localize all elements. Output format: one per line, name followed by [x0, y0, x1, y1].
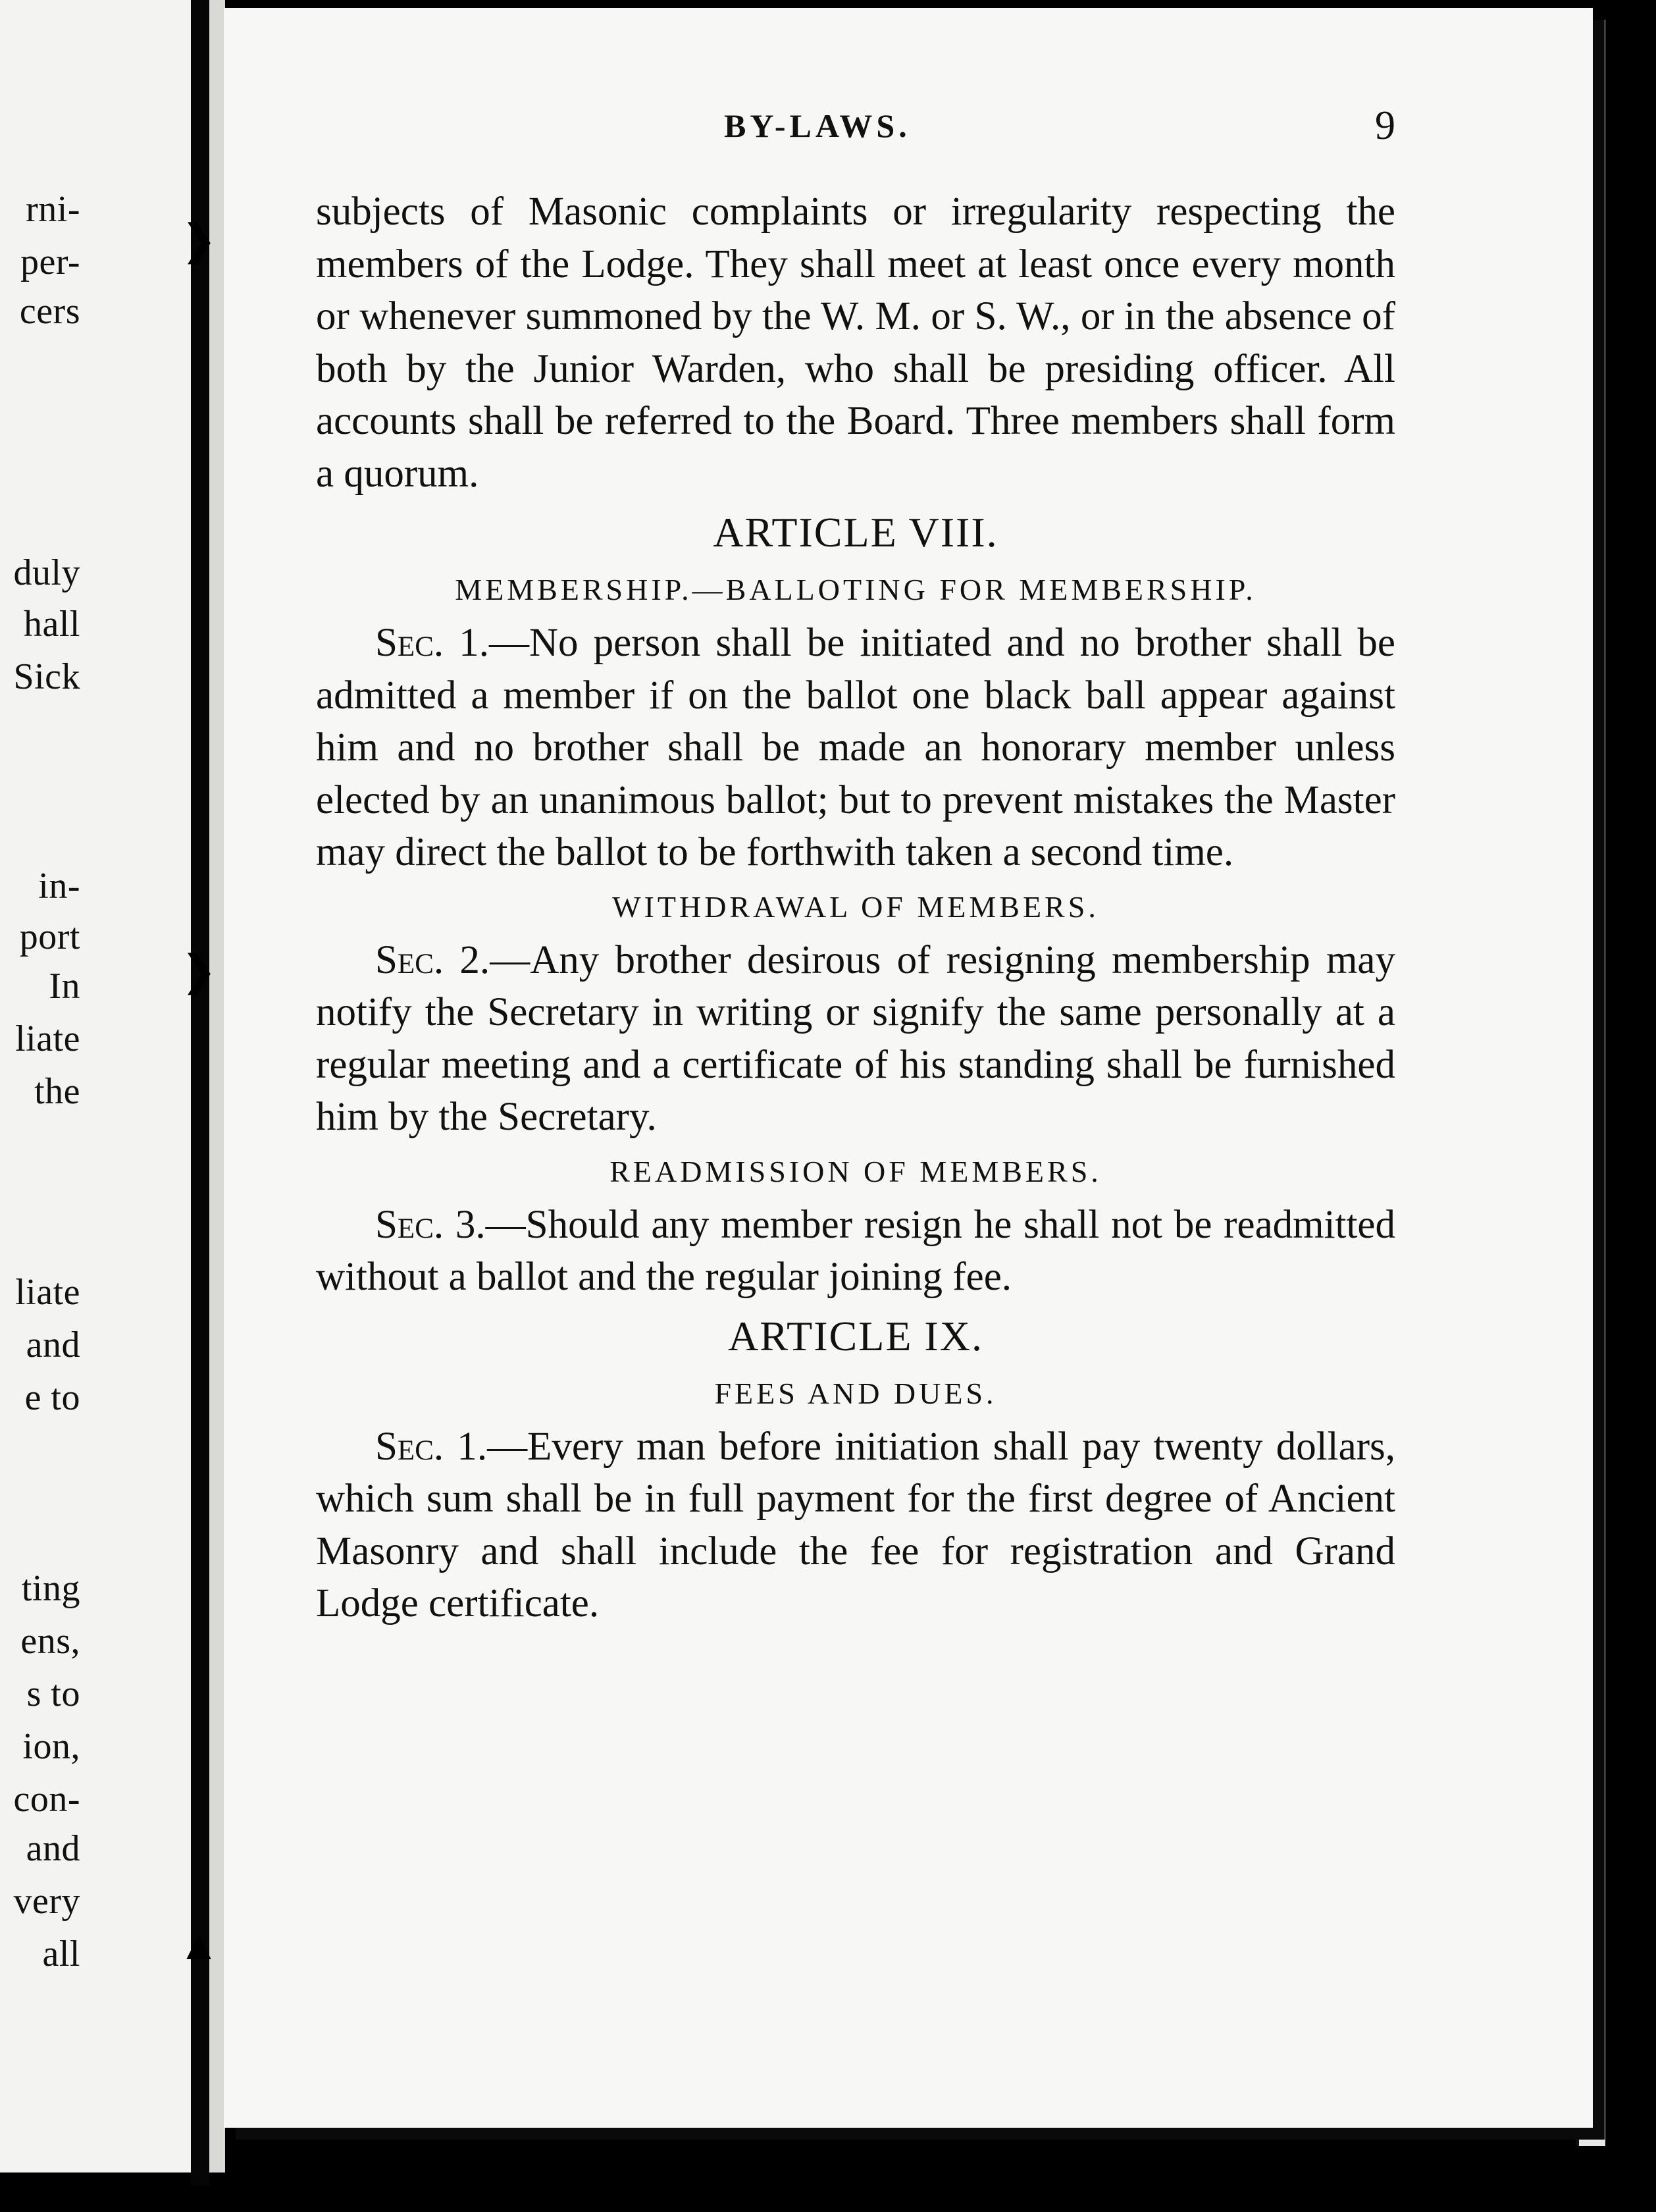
section-heading: MEMBERSHIP.—BALLOTING FOR MEMBERSHIP.: [455, 573, 1256, 606]
section-text: —Should any member resign he shall not be readmitted without a ballot and the regular joining fee.: [316, 1202, 1396, 1299]
section-label: Sec. 3.: [375, 1202, 486, 1247]
page-gutter: [209, 0, 225, 2172]
section-text: —No person shall be initiated and no brother shall be admitted a member if on the ballot one black ball appear against him and no brother shall be made an honorary member unless elected by an unanimous ballot; but to prevent mistakes the Master may direct the ballot to be forthwith taken a second time.: [316, 621, 1395, 874]
running-title: BY-LAWS.: [724, 107, 911, 144]
article-heading: ARTICLE VIII.: [713, 509, 998, 556]
section-label: Sec. 1.: [375, 1424, 488, 1469]
left-fragment: e to: [24, 1377, 80, 1418]
document-page: [224, 8, 1593, 2128]
left-fragment: liate: [15, 1018, 80, 1059]
left-fragment: hall: [24, 604, 80, 645]
left-fragment: ting: [21, 1568, 80, 1609]
left-fragment: the: [34, 1071, 80, 1112]
left-fragment: very: [13, 1881, 80, 1922]
page-number: 9: [1375, 103, 1395, 148]
section-text: —Every man before initiation shall pay twenty dollars, which sum shall be in full payment for the first degree of Ancient Masonry and shall include the fee for registration and Grand Lodge certificate.: [316, 1424, 1395, 1625]
left-page-text: [0, 0, 191, 2172]
binding-stitch-icon: ❯: [181, 217, 217, 263]
section-paragraph: [316, 1199, 1395, 1304]
section-label: Sec. 1.: [375, 621, 489, 665]
section-paragraph: [316, 1421, 1395, 1630]
left-fragment: cers: [19, 291, 80, 332]
intro-paragraph: subjects of Masonic complaints or irregularity respecting the members of the Lodge. They shall meet at least once every month or whenever summoned by the W. M. or S. W., or in the absence of both by the Junior Warden, who shall be presiding officer. All accounts shall be referred to the Board. Three members shall form a quorum.: [316, 190, 1395, 496]
left-fragment: Sick: [13, 656, 80, 697]
section-label: Sec. 2.: [375, 937, 490, 982]
left-fragment: con-: [13, 1779, 80, 1820]
binding-stitch-icon: ❯: [181, 947, 217, 994]
left-fragment: and: [26, 1828, 80, 1869]
section-heading: WITHDRAWAL OF MEMBERS.: [612, 889, 1099, 924]
left-fragment: In: [49, 966, 80, 1007]
left-fragment: liate: [15, 1272, 80, 1313]
book-spine: [191, 0, 209, 2186]
left-fragment: s to: [26, 1673, 80, 1714]
left-fragment: port: [19, 916, 80, 957]
left-fragment: duly: [13, 552, 80, 593]
left-fragment: and: [26, 1325, 80, 1365]
body-text: [316, 186, 1395, 1630]
left-fragment: per-: [20, 242, 80, 282]
left-fragment: ion,: [22, 1726, 80, 1767]
left-facing-page: [0, 0, 191, 2172]
section-heading: FEES AND DUES.: [714, 1376, 997, 1410]
section-heading: READMISSION OF MEMBERS.: [609, 1154, 1102, 1188]
section-paragraph: [316, 617, 1395, 879]
binding-stitch-icon: ▲: [178, 1922, 220, 1968]
left-fragment: ens,: [20, 1621, 80, 1662]
section-paragraph: [316, 934, 1395, 1144]
left-fragment: rni-: [26, 189, 80, 230]
left-fragment: all: [42, 1934, 80, 1974]
article-heading: ARTICLE IX.: [728, 1312, 983, 1359]
section-text: —Any brother desirous of resigning membership may notify the Secretary in writing or signify the same personally at a regular meeting and a certificate of his standing shall be furnished him by the Secretary.: [316, 937, 1395, 1139]
left-fragment: in-: [38, 866, 80, 907]
running-header: [316, 103, 1395, 153]
